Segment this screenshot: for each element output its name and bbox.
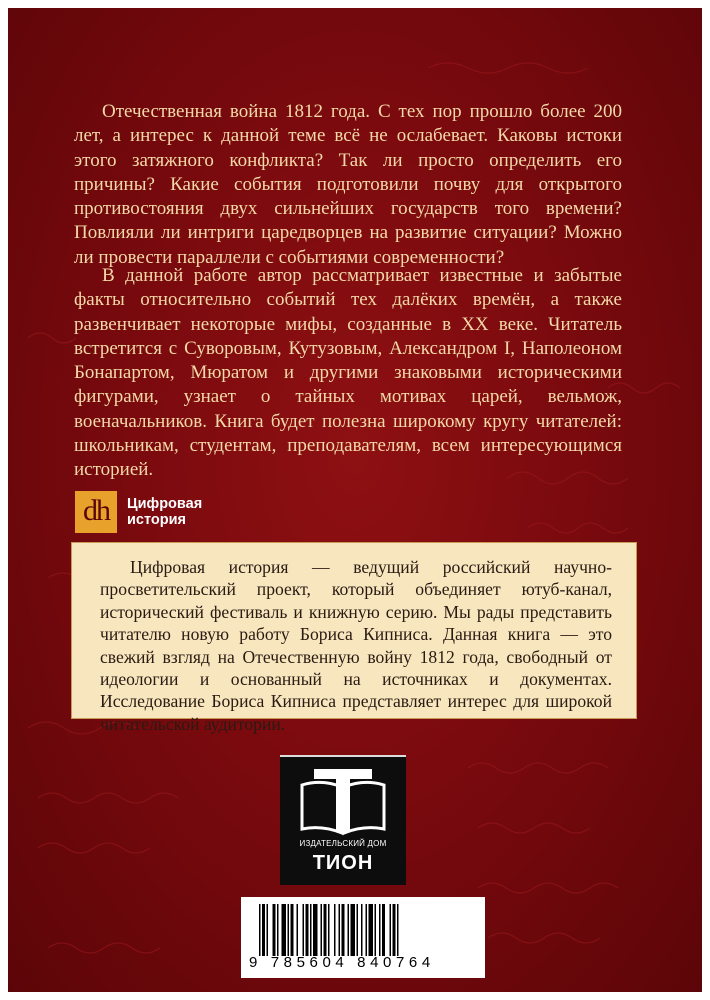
info-box <box>71 542 637 734</box>
barcode-bar <box>310 904 312 956</box>
open-book-icon <box>298 767 388 837</box>
barcode-bar <box>348 904 350 956</box>
barcode-bar <box>262 904 265 956</box>
barcode-bar <box>339 904 341 956</box>
barcode-bar <box>303 904 305 956</box>
barcode-bar <box>382 904 385 956</box>
barcode-bar <box>328 904 330 956</box>
info-box-text: Цифровая история — ведущий российский научно-просветительский проект, который объединяет ютуб-канал, исторический фестиваль и книжную серию. Мы рады представить читателю новую работу Бориса Кипниса. Данная книга — это свежий взгляд на Отечественную войну 1812 года, свободный от идеологии и основанный на источниках и документах. Исследование Бориса Кипниса представляет интерес для широкой читательской аудитории. <box>100 557 612 734</box>
barcode-bar <box>366 904 368 956</box>
barcode <box>241 897 485 978</box>
barcode-bar <box>321 904 323 956</box>
barcode-bar <box>375 904 377 956</box>
description-paragraph-1 <box>74 100 622 270</box>
brand-name: Цифровая история <box>127 496 203 528</box>
book-back-cover <box>8 8 702 992</box>
barcode-bar <box>361 904 363 956</box>
barcode-bar <box>357 904 359 956</box>
barcode-bars <box>259 904 467 956</box>
barcode-bar <box>369 904 374 956</box>
barcode-bar <box>282 904 287 956</box>
barcode-bar <box>379 904 381 956</box>
barcode-bar <box>297 904 299 956</box>
barcode-bar <box>393 904 396 956</box>
publisher-name: ТИОН <box>312 852 374 874</box>
brand-block <box>75 491 237 533</box>
barcode-bar <box>397 904 399 956</box>
description-text-1: Отечественная война 1812 года. С тех пор прошло более 200 лет, а интерес к данной теме всё не ослабевает. Каковы истоки этого затяжного конфликта? Так ли просто определить его причины? Какие события подготовили почву для открытого противостояния двух сильнейших государств того времени? Повлияли ли интриги царедворцев на развитие ситуации? Можно ли провести параллели с событиями современности? <box>74 101 622 268</box>
barcode-bar <box>273 904 276 956</box>
barcode-bar <box>259 904 261 956</box>
description-text-2: В данной работе автор рассматривает известные и забытые факты относительно событий тех далёких времён, а также развенчивает некоторые мифы, созданные в XX веке. Читатель встретится с Суворовым, Кутузовым, Александром I, Наполеоном Бонапартом, Мюратом и другими знаковыми историческими фигурами, узнает о тайных мотивах царей, вельмож, военачальников. Книга будет полезна широкому кругу читателей: школьникам, студентам, преподавателям, всем интересующимся историей. <box>74 265 622 481</box>
barcode-bar <box>324 904 327 956</box>
barcode-bar <box>288 904 290 956</box>
barcode-bar <box>291 904 294 956</box>
description-paragraph-2 <box>74 264 622 483</box>
publisher-logo <box>280 755 406 885</box>
publisher-caption: ИЗДАТЕЛЬСКИЙ ДОМ <box>299 839 387 848</box>
barcode-bar <box>342 904 345 956</box>
barcode-bar <box>267 904 269 956</box>
barcode-bar <box>306 904 309 956</box>
barcode-bar <box>277 904 279 956</box>
brand-logo-icon: dh <box>75 491 117 533</box>
isbn-number: 9 785604 840764 <box>249 954 435 971</box>
barcode-bar <box>334 904 336 956</box>
barcode-bar <box>390 904 392 956</box>
barcode-bar <box>313 904 318 956</box>
barcode-bar <box>351 904 356 956</box>
